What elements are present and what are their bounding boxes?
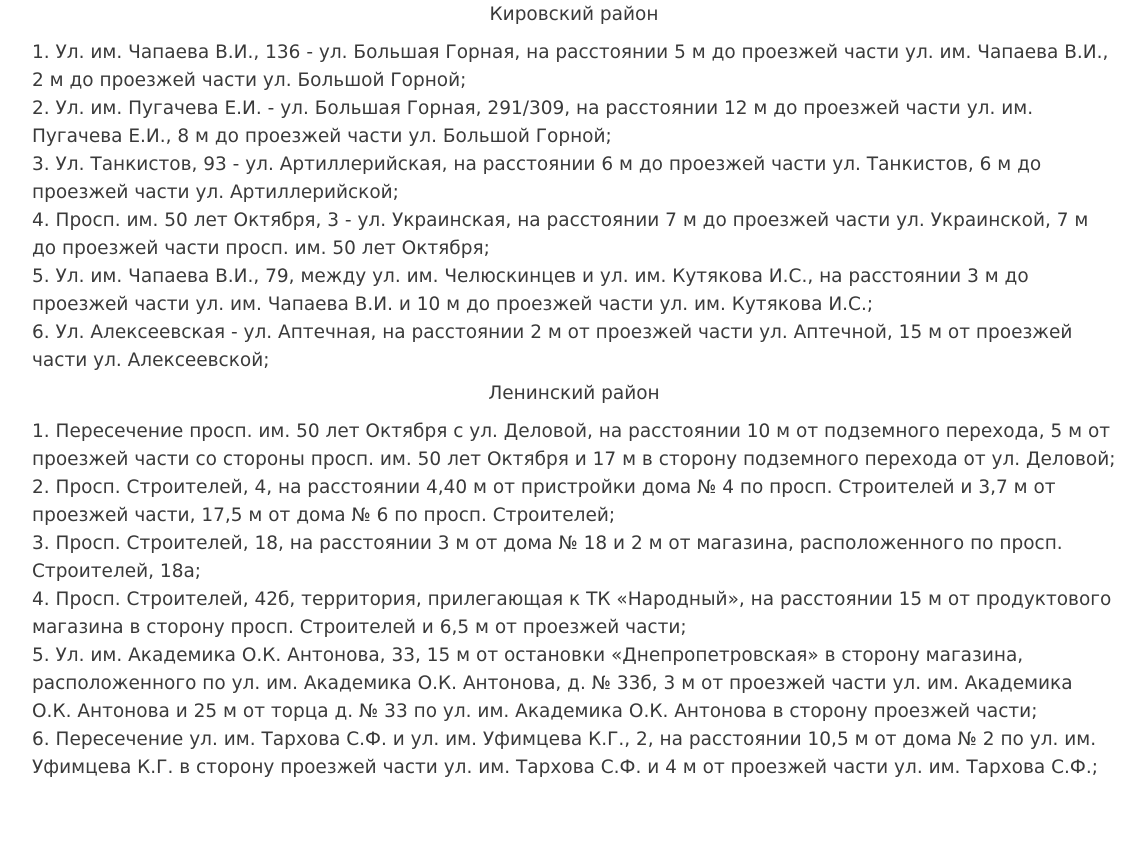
list-item: 4. Просп. Строителей, 42б, территория, прилегающая к ТК «Народный», на расстоянии 15 м от продуктового магазина в сторону просп. Строителей и 6,5 м от проезжей части;: [32, 589, 1112, 638]
list-item: 1. Ул. им. Чапаева В.И., 136 - ул. Большая Горная, на расстоянии 5 м до проезжей части ул. им. Чапаева В.И., 2 м до проезжей части ул. Большой Горной;: [32, 42, 1109, 91]
list-item: 2. Ул. им. Пугачева Е.И. - ул. Большая Горная, 291/309, на расстоянии 12 м до проезжей части ул. им. Пугачева Е.И., 8 м до проезжей части ул. Большой Горной;: [32, 98, 1034, 147]
list-item: 6. Пересечение ул. им. Тархова С.Ф. и ул. им. Уфимцева К.Г., 2, на расстоянии 10,5 м от дома № 2 по ул. им. Уфимцева К.Г. в сторону проезжей части ул. им. Тархова С.Ф. и 4 м от проезжей части ул. им. Тархова С.Ф.;: [32, 729, 1098, 778]
list-item: 3. Просп. Строителей, 18, на расстоянии 3 м от дома № 18 и 2 м от магазина, расположенного по просп. Строителей, 18а;: [32, 533, 1063, 582]
list-item: 4. Просп. им. 50 лет Октября, 3 - ул. Украинская, на расстоянии 7 м до проезжей части ул. Украинской, 7 м до проезжей части просп. им. 50 лет Октября;: [32, 210, 1089, 259]
kirovsky-list: [32, 39, 1116, 375]
list-item: 5. Ул. им. Чапаева В.И., 79, между ул. им. Челюскинцев и ул. им. Кутякова И.С., на расстоянии 3 м до проезжей части ул. им. Чапаева В.И. и 10 м до проезжей части ул. им. Кутякова И.С.;: [32, 266, 1029, 315]
document-content: [0, 1, 1141, 782]
list-item: 1. Пересечение просп. им. 50 лет Октября с ул. Деловой, на расстоянии 10 м от подземного перехода, 5 м от проезжей части со стороны просп. им. 50 лет Октября и 17 м в сторону подземного перехода от ул. Деловой;: [32, 421, 1116, 470]
district-title-kirovsky: Кировский район: [489, 4, 659, 25]
list-item: 2. Просп. Строителей, 4, на расстоянии 4,40 м от пристройки дома № 4 по просп. Строителей и 3,7 м от проезжей части, 17,5 м от дома № 6 по просп. Строителей;: [32, 477, 1056, 526]
list-item: 3. Ул. Танкистов, 93 - ул. Артиллерийская, на расстоянии 6 м до проезжей части ул. Танкистов, 6 м до проезжей части ул. Артиллерийской;: [32, 154, 1042, 203]
list-item: 6. Ул. Алексеевская - ул. Аптечная, на расстоянии 2 м от проезжей части ул. Аптечной, 15 м от проезжей части ул. Алексеевской;: [32, 322, 1073, 371]
leninsky-list: [32, 418, 1116, 782]
list-item: 5. Ул. им. Академика О.К. Антонова, 33, 15 м от остановки «Днепропетровская» в сторону магазина, расположенного по ул. им. Академика О.К. Антонова, д. № 33б, 3 м от проезжей части ул. им. Академика О.К. Антонова и 25 м от торца д. № 33 по ул. им. Академика О.К. Антонова в сторону проезжей части;: [32, 645, 1073, 722]
district-title-leninsky: Ленинский район: [488, 383, 660, 404]
